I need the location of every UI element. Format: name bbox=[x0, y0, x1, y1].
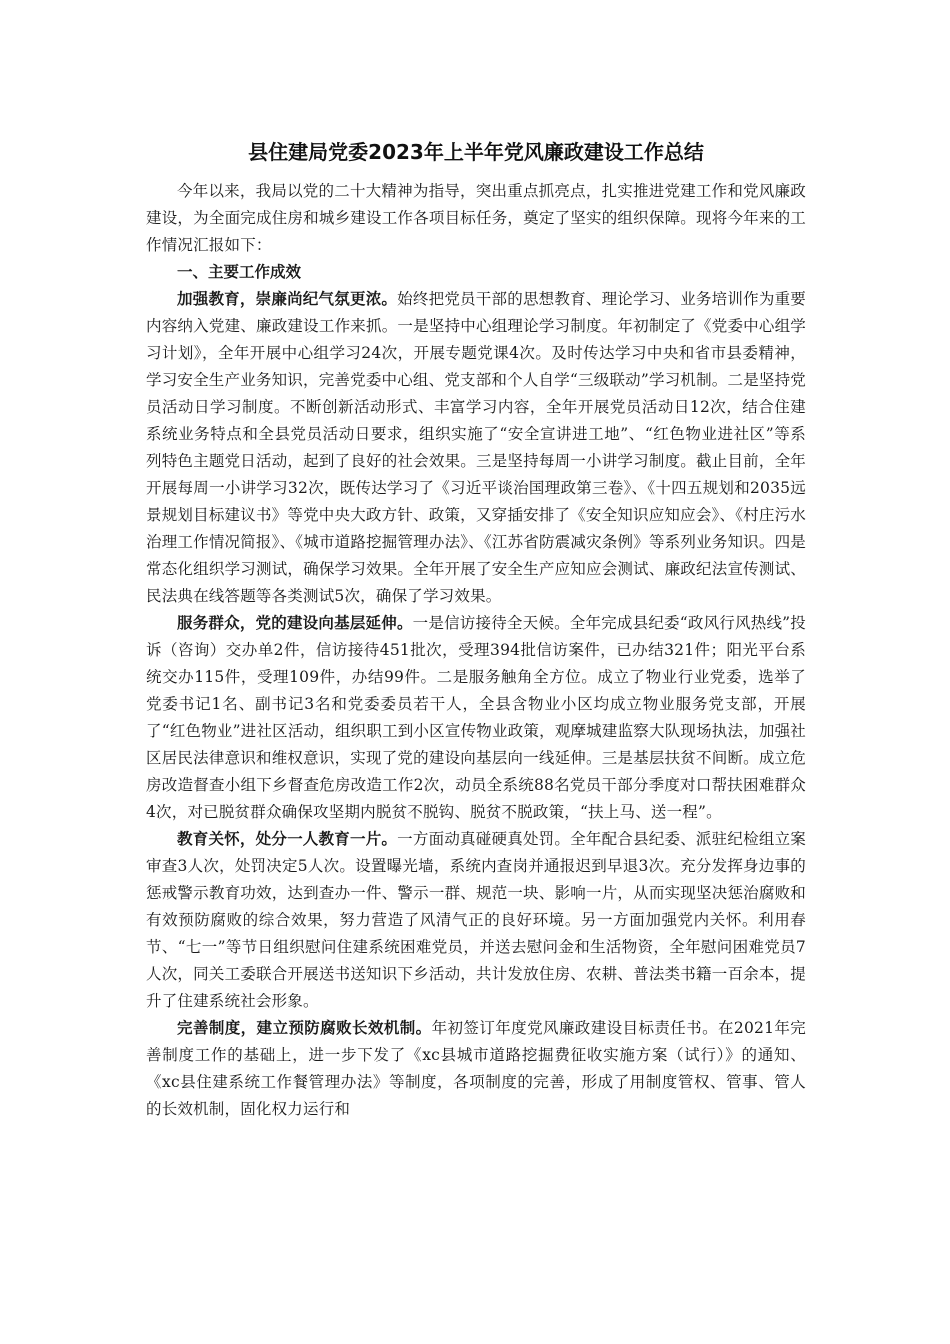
paragraph-discipline-care bbox=[146, 826, 806, 1015]
paragraph-education bbox=[146, 286, 806, 610]
document-content bbox=[146, 136, 806, 1123]
paragraph-body: 一方面动真碰硬真处罚。全年配合县纪委、派驻纪检组立案审查3人次，处罚决定5人次。设置曝光墙，系统内查岗并通报迟到早退3次。充分发挥身边事的惩戒警示教育功效，达到查办一件、警示一群、规范一块、影响一片，从而实现坚决惩治腐败和有效预防腐败的综合效果，努力营造了风清气正的良好环境。另一方面加强党内关怀。利用春节、“七一”等节日组织慰问住建系统困难党员，并送去慰问金和生活物资，全年慰问困难党员7人次，同关工委联合开展送书送知识下乡活动，共计发放住房、农耕、普法类书籍一百余本，提升了住建系统社会形象。 bbox=[146, 830, 806, 1010]
paragraph-lead: 加强教育，崇廉尚纪气氛更浓。 bbox=[177, 290, 398, 308]
section-heading: 一、主要工作成效 bbox=[177, 263, 302, 281]
document-title: 县住建局党委2023年上半年党风廉政建设工作总结 bbox=[248, 140, 704, 164]
paragraph-body: 年初签订年度党风廉政建设目标责任书。在2021年完善制度工作的基础上，进一步下发了《xc县城市道路挖掘费征收实施方案（试行）》的通知、《xc县住建系统工作餐管理办法》等制度，各项制度的完善，形成了用制度管权、管事、管人的长效机制，固化权力运行和 bbox=[146, 1019, 806, 1118]
paragraph-body: 始终把党员干部的思想教育、理论学习、业务培训作为重要内容纳入党建、廉政建设工作来抓。一是坚持中心组理论学习制度。年初制定了《党委中心组学习计划》，全年开展中心组学习24次，开展专题党课4次。及时传达学习中央和省市县委精神，学习安全生产业务知识，完善党委中心组、党支部和个人自学“三级联动”学习机制。二是坚持党员活动日学习制度。不断创新活动形式、丰富学习内容，全年开展党员活动日12次，结合住建系统业务特点和全县党员活动日要求，组织实施了“安全宣讲进工地”、“红色物业进社区”等系列特色主题党日活动，起到了良好的社会效果。三是坚持每周一小讲学习制度。截止目前，全年开展每周一小讲学习32次，既传达学习了《习近平谈治国理政第三卷》、《十四五规划和2035远景规划目标建议书》等党中央大政方针、政策，又穿插安排了《安全知识应知应会》、《村庄污水治理工作情况简报》、《城市道路挖掘管理办法》、《江苏省防震减灾条例》等系列业务知识。四是常态化组织学习测试，确保学习效果。全年开展了安全生产应知应会测试、廉政纪法宣传测试、民法典在线答题等各类测试5次，确保了学习效果。 bbox=[146, 290, 806, 605]
paragraph-body: 一是信访接待全天候。全年完成县纪委“政风行风热线”投诉（咨询）交办单2件，信访接待451批次，受理394批信访案件，已办结321件；阳光平台系统交办115件，受理109件，办结99件。二是服务触角全方位。成立了物业行业党委，选举了党委书记1名、副书记3名和党委委员若干人，全县含物业小区均成立物业服务党支部，开展了“红色物业”进社区活动，组织职工到小区宣传物业政策，观摩城建监察大队现场执法，加强社区居民法律意识和维权意识，实现了党的建设向基层向一线延伸。三是基层扶贫不间断。成立危房改造督查小组下乡督查危房改造工作2次，动员全系统88名党员干部分季度对口帮扶困难群众4次，对已脱贫群众确保攻坚期内脱贫不脱钩、脱贫不脱政策，“扶上马、送一程”。 bbox=[146, 614, 806, 821]
paragraph-lead: 完善制度，建立预防腐败长效机制。 bbox=[177, 1019, 432, 1037]
paragraph-lead: 教育关怀，处分一人教育一片。 bbox=[177, 830, 398, 848]
paragraph-serve-masses bbox=[146, 610, 806, 826]
paragraph-lead: 服务群众，党的建设向基层延伸。 bbox=[177, 614, 413, 632]
intro-paragraph: 今年以来，我局以党的二十大精神为指导，突出重点抓亮点，扎实推进党建工作和党风廉政建设，为全面完成住房和城乡建设工作各项目标任务，奠定了坚实的组织保障。现将今年来的工作情况汇报如下： bbox=[146, 182, 806, 254]
paragraph-system-improvement bbox=[146, 1015, 806, 1123]
